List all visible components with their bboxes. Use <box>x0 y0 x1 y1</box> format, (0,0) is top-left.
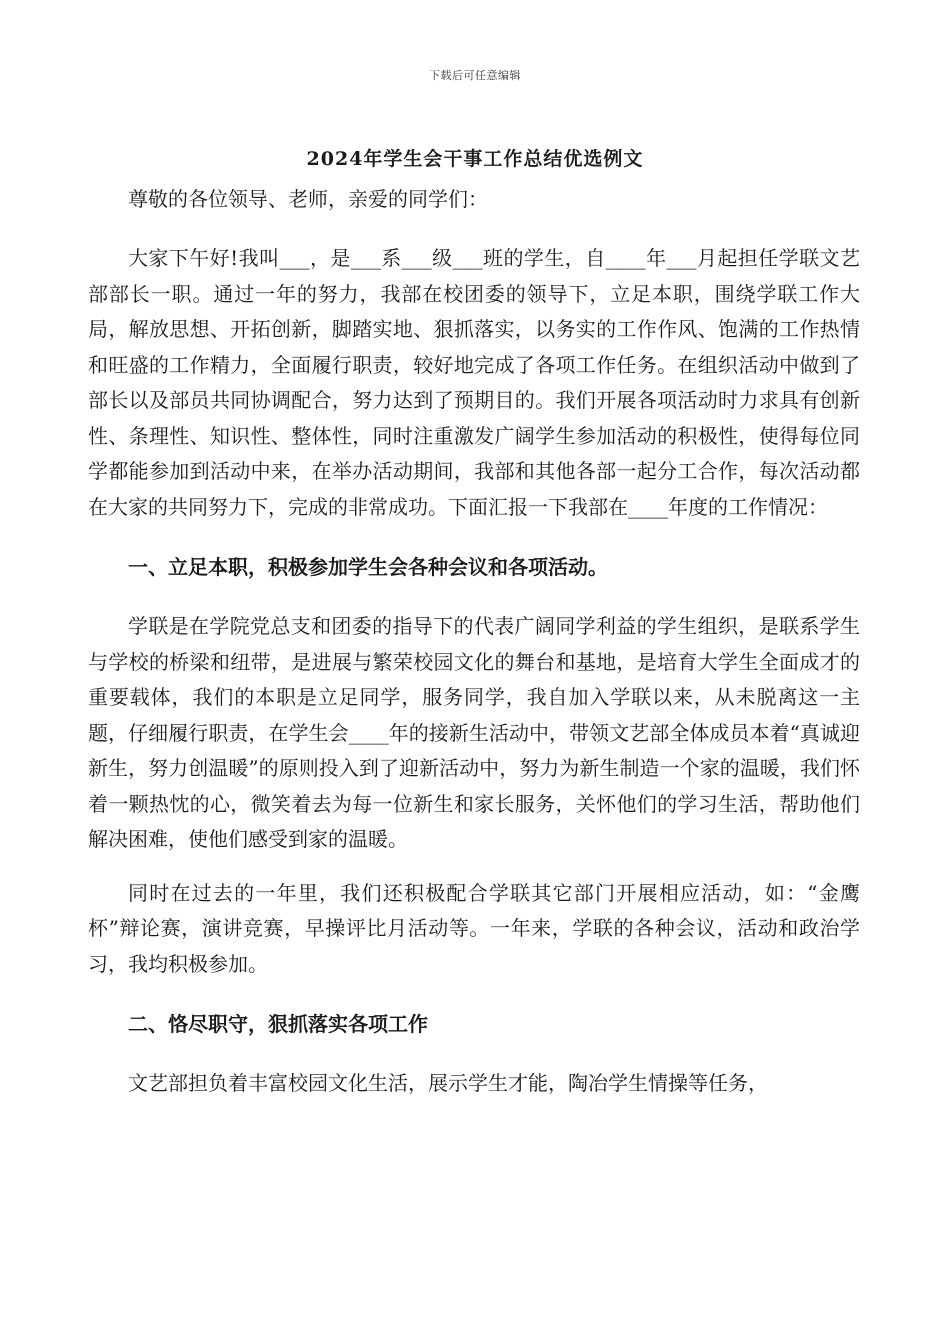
section-heading-2: 二、恪尽职守，狠抓落实各项工作 <box>128 1012 428 1036</box>
document-body <box>88 175 860 1102</box>
header-note: 下载后可任意编辑 <box>429 69 521 82</box>
paragraph-section-2a: 文艺部担负着丰富校园文化生活，展示学生才能，陶冶学生情操等任务， <box>128 1071 768 1095</box>
paragraph-section-1b: 同时在过去的一年里，我们还积极配合学联其它部门开展相应活动，如：“金鹰杯”辩论赛，演讲竞赛，早操评比月活动等。一年来，学联的各种会议，活动和政治学习，我均积极参加。 <box>88 880 860 976</box>
section-heading-1: 一、立足本职，积极参加学生会各种会议和各项活动。 <box>128 555 608 579</box>
salutation: 尊敬的各位领导、老师，亲爱的同学们： <box>128 187 488 211</box>
paragraph-intro: 大家下午好!我叫___，是___系___级___班的学生，自____年___月起担任学联文艺部部长一职。通过一年的努力，我部在校团委的领导下，立足本职，围绕学联工作大局，解放思想、开拓创新，脚踏实地、狠抓落实，以务实的工作作风、饱满的工作热情和旺盛的工作精力，全面履行职责，较好地完成了各项工作任务。在组织活动中做到了部长以及部员共同协调配合，努力达到了预期目的。我们开展各项活动时力求具有创新性、条理性、知识性、整体性，同时注重激发广阔学生参加活动的积极性，使得每位同学都能参加到活动中来，在举办活动期间，我部和其他各部一起分工合作，每次活动都在大家的共同努力下，完成的非常成功。下面汇报一下我部在____年度的工作情况： <box>88 246 860 519</box>
document-title: 2024年学生会干事工作总结优选例文 <box>306 148 644 170</box>
paragraph-section-1a: 学联是在学院党总支和团委的指导下的代表广阔同学利益的学生组织，是联系学生与学校的桥梁和纽带，是进展与繁荣校园文化的舞台和基地，是培育大学生全面成才的重要载体，我们的本职是立足同学，服务同学，我自加入学联以来，从未脱离这一主题，仔细履行职责，在学生会____年的接新生活动中，带领文艺部全体成员本着“真诚迎新生，努力创温暖”的原则投入到了迎新活动中，努力为新生制造一个家的温暖，我们怀着一颗热忱的心，微笑着去为每一位新生和家长服务，关怀他们的学习生活，帮助他们解决困难，使他们感受到家的温暖。 <box>88 614 860 851</box>
